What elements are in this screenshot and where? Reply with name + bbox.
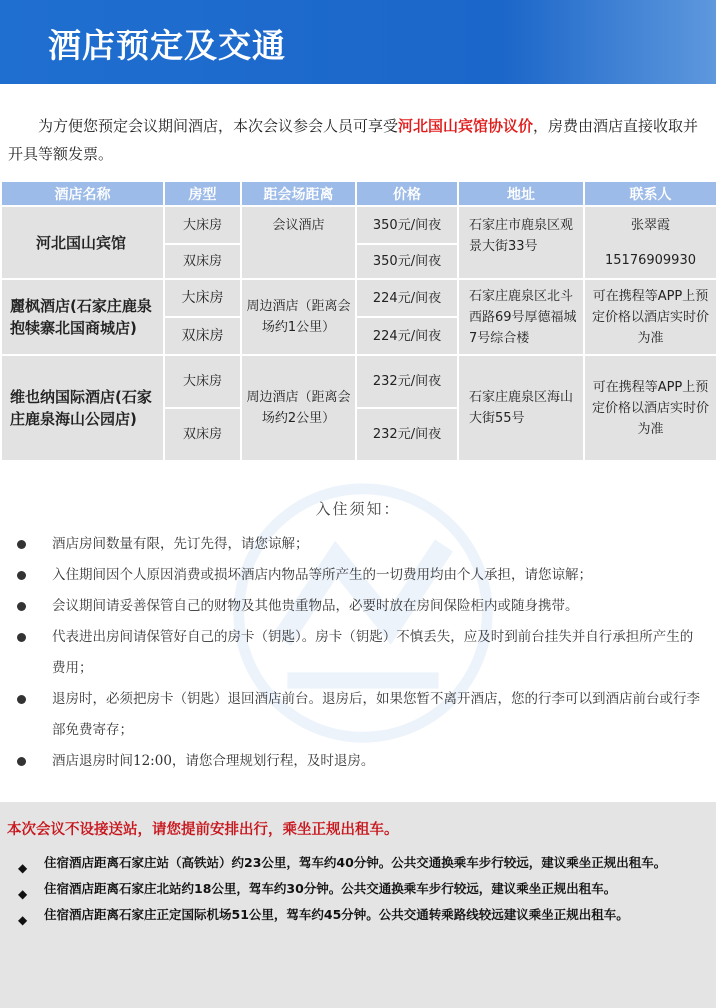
contact-name: 张翠霞	[630, 218, 670, 233]
transport-title: 本次会议不设接送站，请您提前安排出行，乘坐正规出租车。	[7, 822, 399, 838]
transport-section	[0, 802, 716, 1008]
table-row	[1, 355, 716, 408]
bullet-icon	[17, 602, 26, 611]
hotel-contact: 可在携程等APP上预定价格以酒店实时价为准	[584, 279, 716, 355]
notice-item-text: 酒店退房时间12:00，请您合理规划行程，及时退房。	[52, 753, 375, 769]
hotel-distance: 周边酒店（距离会场约1公里）	[241, 279, 356, 355]
notice-title: 入住须知：	[315, 500, 401, 518]
hotel-name: 维也纳国际酒店(石家庄鹿泉海山公园店)	[1, 355, 164, 461]
contact-phone: 15176909930	[605, 253, 696, 268]
diamond-bullet-icon: ◆	[18, 861, 28, 875]
intro-highlight: 河北国山宾馆协议价	[398, 117, 534, 135]
bullet-icon	[17, 633, 26, 642]
list-item	[14, 622, 704, 684]
room-type: 大床房	[164, 355, 241, 408]
hotel-contact	[584, 206, 716, 279]
hotel-address: 石家庄鹿泉区海山大街55号	[458, 355, 584, 461]
intro-text-after: ，房费由酒店直接收取并开具等额发票。	[8, 117, 699, 163]
hotel-name: 河北国山宾馆	[1, 206, 164, 279]
room-price: 350元/间夜	[356, 206, 458, 244]
hotel-address: 石家庄鹿泉区北斗西路69号厚德福城7号综合楼	[458, 279, 584, 355]
hotel-distance: 周边酒店（距离会场约2公里）	[241, 355, 356, 461]
room-price: 232元/间夜	[356, 355, 458, 408]
hotel-table	[0, 180, 716, 462]
list-item	[14, 560, 704, 591]
room-type: 双床房	[164, 408, 241, 461]
check-in-notice	[0, 462, 716, 800]
room-type: 双床房	[164, 244, 241, 279]
diamond-bullet-icon: ◆	[18, 887, 28, 901]
intro-paragraph	[8, 112, 708, 168]
room-type: 双床房	[164, 317, 241, 355]
header-contact: 联系人	[584, 181, 716, 206]
diamond-bullet-icon: ◆	[18, 913, 28, 927]
room-price: 224元/间夜	[356, 317, 458, 355]
transport-item-text: 住宿酒店距离石家庄站（高铁站）约23公里，驾车约40分钟。公共交通换乘车步行较远，建议乘坐正规出租车。	[44, 855, 667, 870]
header-room-type: 房型	[164, 181, 241, 206]
notice-item-text: 酒店房间数量有限，先订先得，请您谅解；	[52, 536, 309, 552]
list-item	[14, 529, 704, 560]
header-price: 价格	[356, 181, 458, 206]
transport-item-text: 住宿酒店距离石家庄正定国际机场51公里，驾车约45分钟。公共交通转乘路线较远建议乘坐正规出租车。	[44, 907, 629, 922]
bullet-icon	[17, 540, 26, 549]
list-item	[16, 902, 706, 928]
table-row	[1, 279, 716, 317]
table-row	[1, 206, 716, 244]
notice-item-text: 会议期间请妥善保管自己的财物及其他贵重物品，必要时放在房间保险柜内或随身携带。	[52, 598, 579, 614]
room-price: 350元/间夜	[356, 244, 458, 279]
notice-item-text: 入住期间因个人原因消费或损坏酒店内物品等所产生的一切费用均由个人承担，请您谅解；	[52, 567, 592, 583]
room-type: 大床房	[164, 206, 241, 244]
table-header-row	[1, 181, 716, 206]
bullet-icon	[17, 695, 26, 704]
room-price: 232元/间夜	[356, 408, 458, 461]
transport-list	[16, 850, 706, 928]
room-type: 大床房	[164, 279, 241, 317]
notice-item-text: 代表进出房间请保管好自己的房卡（钥匙）。房卡（钥匙）不慎丢失，应及时到前台挂失并自行承担所产生的费用；	[52, 629, 694, 676]
intro-text-before: 为方便您预定会议期间酒店，本次会议参会人员可享受	[38, 117, 399, 135]
hotel-address: 石家庄市鹿泉区观景大街33号	[458, 206, 584, 279]
hotel-distance: 会议酒店	[241, 206, 356, 279]
list-item	[16, 850, 706, 876]
header-distance: 距会场距离	[241, 181, 356, 206]
bullet-icon	[17, 757, 26, 766]
hotel-name: 麗枫酒店(石家庄鹿泉抱犊寨北国商城店)	[1, 279, 164, 355]
bullet-icon	[17, 571, 26, 580]
header-hotel-name: 酒店名称	[1, 181, 164, 206]
transport-item-text: 住宿酒店距离石家庄北站约18公里，驾车约30分钟。公共交通换乘车步行较远，建议乘坐正规出租车。	[44, 881, 617, 896]
list-item	[14, 591, 704, 622]
page-header	[0, 0, 716, 84]
notice-item-text: 退房时，必须把房卡（钥匙）退回酒店前台。退房后，如果您暂不离开酒店，您的行李可以到酒店前台或行李部免费寄存；	[52, 691, 700, 738]
page-title: 酒店预定及交通	[48, 26, 286, 65]
header-address: 地址	[458, 181, 584, 206]
list-item	[14, 684, 704, 746]
list-item	[16, 876, 706, 902]
room-price: 224元/间夜	[356, 279, 458, 317]
list-item	[14, 746, 704, 777]
notice-list	[14, 529, 704, 777]
hotel-contact: 可在携程等APP上预定价格以酒店实时价为准	[584, 355, 716, 461]
